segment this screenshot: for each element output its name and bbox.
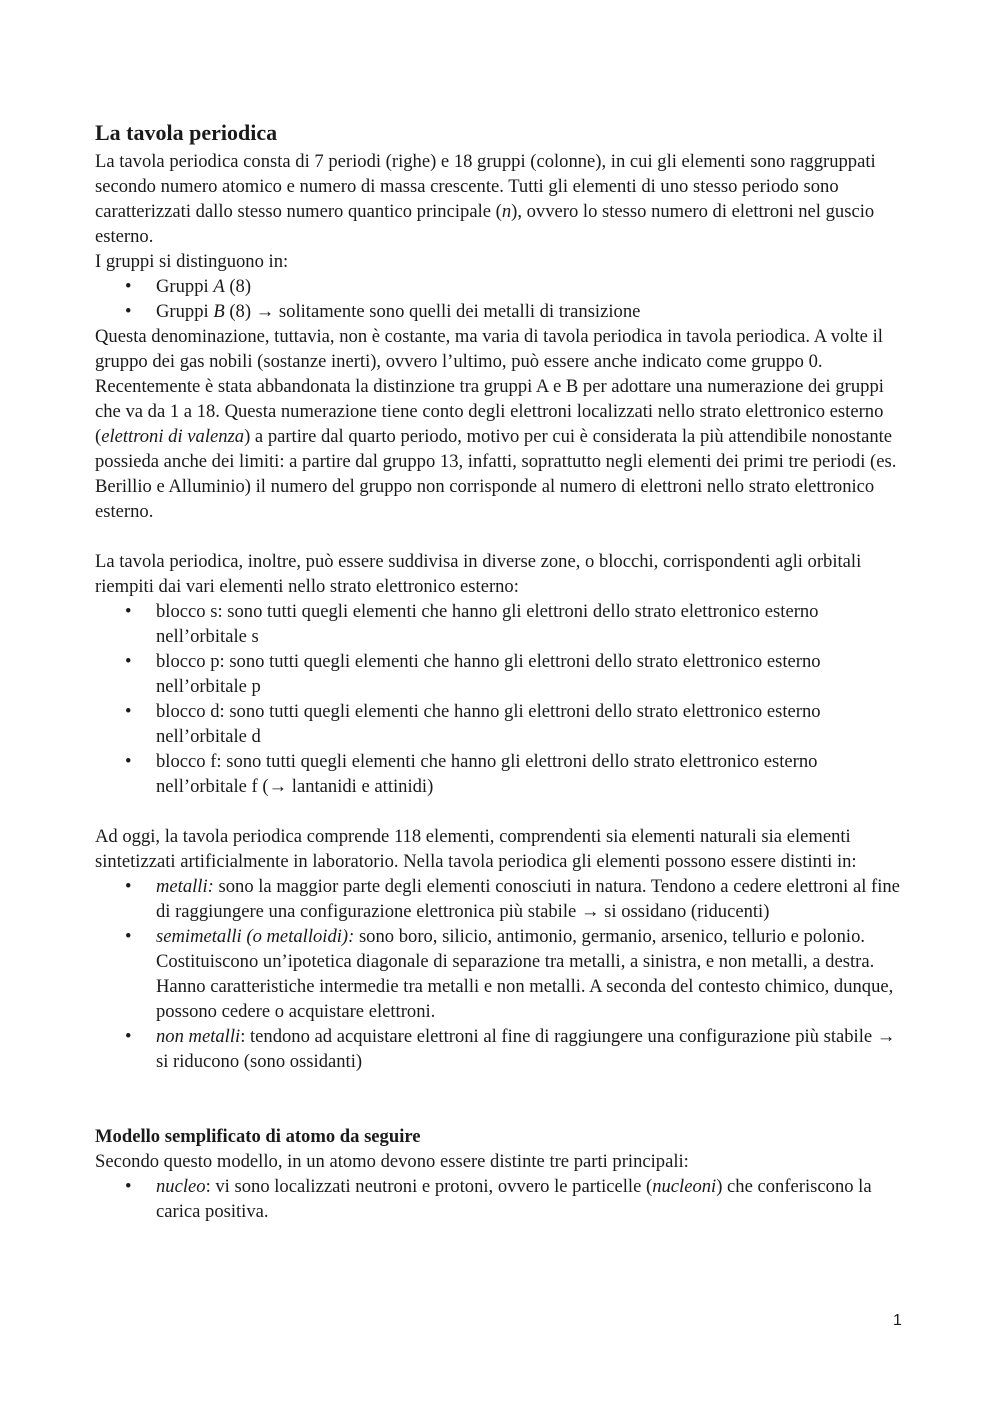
groups-lead: I gruppi si distinguono in: bbox=[95, 251, 289, 272]
list-item: • non metalli: tendono ad acquistare elettroni al fine di raggiungere una configurazione più stabile → si riducono (sono ossidanti) bbox=[95, 1024, 910, 1074]
document-page bbox=[95, 118, 910, 1224]
intro-paragraph: La tavola periodica consta di 7 periodi (righe) e 18 gruppi (colonne), in cui gli elementi sono raggruppati secondo numero atomico e numero di massa crescente. Tutti gli elementi di uno stesso periodo sono caratterizzati dallo stesso numero quantico principale (n), ovvero lo stesso numero di elettroni nel guscio esterno. bbox=[95, 151, 876, 247]
blocks-lead: La tavola periodica, inoltre, può essere suddivisa in diverse zone, o blocchi, corrispondenti agli orbitali riempiti dai vari elementi nello strato elettronico esterno: bbox=[95, 551, 862, 597]
list-item: • nucleo: vi sono localizzati neutroni e protoni, ovvero le particelle (nucleoni) che conferiscono la carica positiva. bbox=[95, 1174, 910, 1224]
numbering-paragraph: Recentemente è stata abbandonata la distinzione tra gruppi A e B per adottare una numerazione dei gruppi che va da 1 a 18. Questa numerazione tiene conto degli elettroni localizzati nello strato elettronico esterno (elettroni di valenza) a partire dal quarto periodo, motivo per cui è considerata la più attendibile nonostante possieda anche dei limiti: a partire dal gruppo 13, infatti, soprattutto negli elementi dei primi tre periodi (es. Berillio e Alluminio) il numero del gruppo non corrisponde al numero di elettroni nello strato elettronico esterno. bbox=[95, 376, 897, 522]
elements-list bbox=[95, 874, 910, 1074]
section-title: La tavola periodica bbox=[95, 120, 278, 145]
blocks-list bbox=[95, 599, 910, 799]
elements-lead: Ad oggi, la tavola periodica comprende 118 elementi, comprendenti sia elementi naturali sia elementi sintetizzati artificialmente in laboratorio. Nella tavola periodica gli elementi possono essere distinti in: bbox=[95, 826, 857, 872]
model-lead: Secondo questo modello, in un atomo devono essere distinte tre parti principali: bbox=[95, 1151, 689, 1172]
section-title: Modello semplificato di atomo da seguire bbox=[95, 1126, 421, 1147]
list-item: • metalli: sono la maggior parte degli elementi conosciuti in natura. Tendono a cedere elettroni al fine di raggiungere una configurazione elettronica più stabile → si ossidano (riducenti) bbox=[95, 874, 910, 924]
list-item: • blocco p: sono tutti quegli elementi che hanno gli elettroni dello strato elettronico esterno nell’orbitale p bbox=[95, 649, 910, 699]
list-item: • blocco f: sono tutti quegli elementi che hanno gli elettroni dello strato elettronico esterno nell’orbitale f (→ lantanidi e attinidi) bbox=[95, 749, 910, 799]
model-list bbox=[95, 1174, 910, 1224]
page-number: 1 bbox=[893, 1312, 902, 1329]
denomination-paragraph: Questa denominazione, tuttavia, non è costante, ma varia di tavola periodica in tavola periodica. A volte il gruppo dei gas nobili (sostanze inerti), ovvero l’ultimo, può essere anche indicato come gruppo 0. bbox=[95, 326, 883, 372]
list-item: • semimetalli (o metalloidi): sono boro, silicio, antimonio, germanio, arsenico, tellurio e polonio. Costituiscono un’ipotetica diagonale di separazione tra metalli, a sinistra, e non metalli, a destra. Hanno caratteristiche intermedie tra metalli e non metalli. A seconda del contesto chimico, dunque, possono cedere o acquistare elettroni. bbox=[95, 924, 910, 1024]
list-item: • blocco d: sono tutti quegli elementi che hanno gli elettroni dello strato elettronico esterno nell’orbitale d bbox=[95, 699, 910, 749]
groups-list bbox=[95, 274, 910, 324]
list-item: • blocco s: sono tutti quegli elementi che hanno gli elettroni dello strato elettronico esterno nell’orbitale s bbox=[95, 599, 910, 649]
list-item: • Gruppi B (8) → solitamente sono quelli dei metalli di transizione bbox=[95, 299, 910, 324]
list-item: • Gruppi A (8) bbox=[95, 274, 910, 299]
